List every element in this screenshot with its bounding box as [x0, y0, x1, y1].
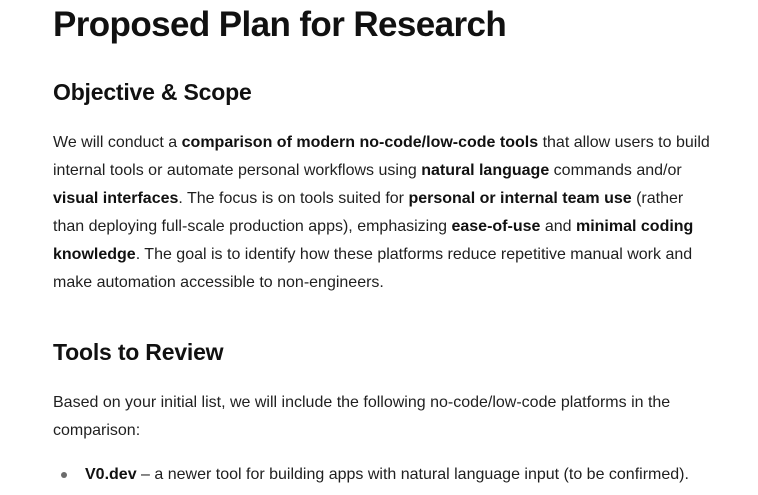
text-run: . The goal is to identify how these platforms reduce repetitive manual work and make automation accessible to non-engineers.: [53, 246, 693, 291]
bold-text-run: comparison of modern no-code/low-code tools: [181, 134, 539, 151]
tool-description: – a newer tool for building apps with natural language input (to be confirmed).: [136, 466, 689, 483]
tool-name: V0.dev: [85, 466, 137, 483]
text-run: commands and/or: [549, 162, 682, 179]
bold-text-run: visual interfaces: [53, 190, 179, 207]
page-title: Proposed Plan for Research: [53, 5, 507, 44]
bold-text-run: natural language: [421, 162, 550, 179]
section-heading-objective-scope: Objective & Scope: [53, 79, 252, 105]
text-run: that allow users to build internal tools or automate personal workflows using: [53, 134, 710, 179]
section-heading-tools-to-review: Tools to Review: [53, 339, 224, 365]
text-run: . The focus is on tools suited for: [178, 190, 409, 207]
text-run: (rather than deploying full-scale production apps), emphasizing: [53, 190, 684, 235]
text-run: and: [540, 218, 576, 235]
bold-text-run: personal or internal team use: [408, 190, 632, 207]
list-item: [53, 461, 723, 489]
objective-paragraph: [53, 129, 717, 297]
bullet-icon: [61, 472, 67, 478]
tools-intro-paragraph: Based on your initial list, we will include the following no-code/low-code platforms in the comparison:: [53, 394, 671, 439]
bold-text-run: ease-of-use: [451, 218, 541, 235]
text-run: We will conduct a: [53, 134, 182, 151]
bold-text-run: minimal coding knowledge: [53, 218, 694, 263]
tools-list: [53, 461, 723, 489]
